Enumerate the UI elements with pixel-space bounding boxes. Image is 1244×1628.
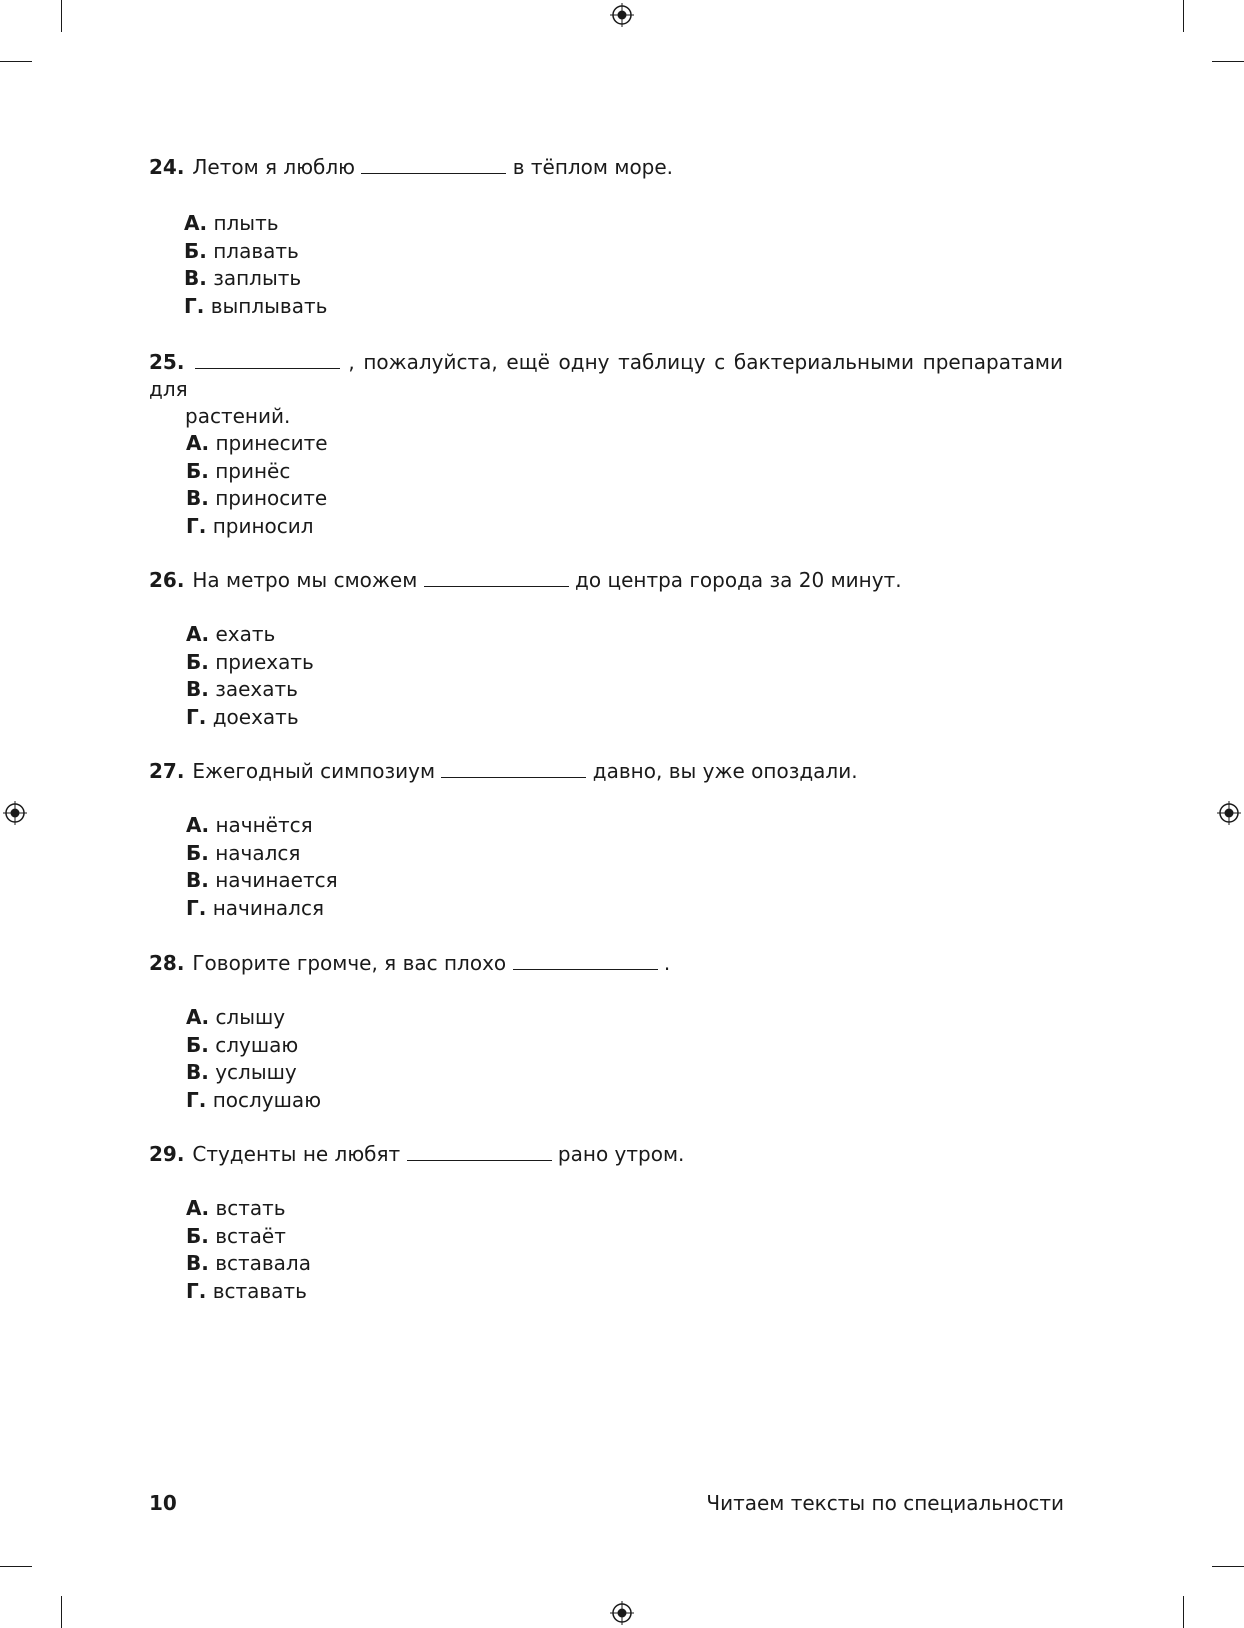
options-24 [184,210,327,320]
option-a: А. плыть [184,211,279,235]
crop-mark [61,1596,62,1628]
options-27 [186,812,338,922]
option-d: Г. начинался [186,895,324,920]
option-b: Б. приехать [186,649,314,674]
crop-mark [61,0,62,32]
option-b: Б. плавать [184,238,299,263]
question-25 [149,349,1063,430]
option-d: Г. послушаю [186,1087,322,1112]
answer-blank [513,953,658,970]
crop-mark [1183,1596,1184,1628]
question-text-after: до центра города за 20 минут. [575,568,902,592]
option-d: Г. приносил [186,513,314,538]
registration-mark-icon [2,800,28,826]
question-27 [149,758,1063,785]
question-text-after: давно, вы уже опоздали. [592,759,858,783]
option-b: Б. встаёт [186,1223,286,1248]
answer-blank [195,352,340,369]
options-28 [186,1004,321,1114]
question-text-before: На метро мы сможем [192,568,418,592]
question-text-before: Говорите громче, я вас плохо [192,951,507,975]
question-29 [149,1141,1063,1168]
option-c: В. приносите [186,486,328,510]
question-number: 24. [149,155,185,179]
option-d: Г. выплывать [184,293,328,318]
registration-mark-icon [609,1600,635,1626]
option-b: Б. слушаю [186,1032,299,1057]
option-d: Г. доехать [186,704,299,729]
question-number: 25. [149,350,185,374]
option-c: В. заехать [186,677,298,701]
question-text-before: Студенты не любят [192,1142,401,1166]
question-text-before: Летом я люблю [192,155,355,179]
registration-mark-icon [1216,800,1242,826]
question-text-after: , пожалуйста, ещё одну таблицу с бактериальными препаратами для [149,350,1064,401]
question-number: 28. [149,951,185,975]
crop-mark [1212,61,1244,62]
option-a: А. слышу [186,1005,286,1029]
option-a: А. ехать [186,622,276,646]
question-26 [149,567,1063,594]
option-a: А. принесите [186,431,328,455]
question-number: 26. [149,568,185,592]
question-text-after: . [663,951,671,975]
crop-mark [0,61,32,62]
option-c: В. вставала [186,1251,311,1275]
option-a: А. начнётся [186,813,313,837]
crop-mark [0,1566,32,1567]
question-text-after: в тёплом море. [512,155,674,179]
registration-mark-icon [609,2,635,28]
question-text-before: Ежегодный симпозиум [192,759,436,783]
crop-mark [1212,1566,1244,1567]
answer-blank [361,157,506,174]
question-text-continuation: растений. [185,404,291,428]
option-d: Г. вставать [186,1278,307,1303]
option-c: В. начинается [186,868,338,892]
page-number: 10 [149,1491,177,1515]
question-text-after: рано утром. [557,1142,685,1166]
options-29 [186,1195,311,1305]
question-number: 29. [149,1142,185,1166]
option-c: В. заплыть [184,266,302,290]
question-28 [149,950,1063,977]
answer-blank [424,570,569,587]
question-number: 27. [149,759,185,783]
option-a: А. встать [186,1196,286,1220]
running-title: Читаем тексты по специальности [706,1491,1064,1515]
options-25 [186,430,328,540]
answer-blank [441,761,586,778]
option-b: Б. начался [186,840,301,865]
option-c: В. услышу [186,1060,297,1084]
options-26 [186,621,314,731]
option-b: Б. принёс [186,458,291,483]
question-24 [149,154,1063,181]
crop-mark [1183,0,1184,32]
answer-blank [407,1144,552,1161]
